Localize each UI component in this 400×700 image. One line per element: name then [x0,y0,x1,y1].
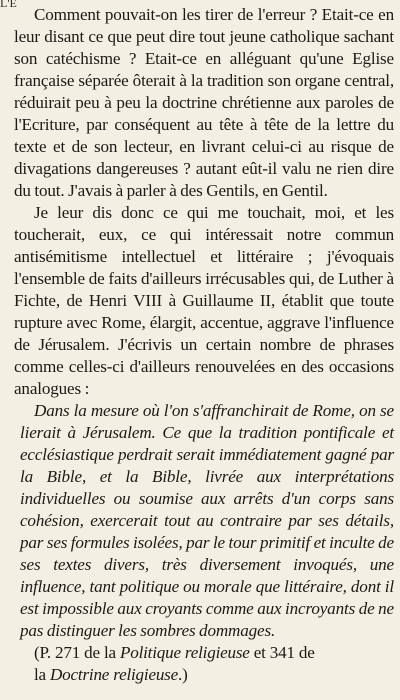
source-suffix: .) [178,665,188,684]
paragraph-2: Je leur dis donc ce qui me touchait, moi, et les toucherait, eux, ce qui intéressait notre commun antisémitisme intellectuel et littéraire ; j'évoquais l'ensemble de faits d'ailleurs irrécusables qui, de Luther à Fichte, de Henri VIII à Guillaume II, établit que toute rupture avec Rome, élargit, accentue, aggrave l'influence de Jérusalem. J'écrivis un certain nombre de phrases comme celles-ci d'ailleurs renouvelées en des occasions analogues : [14,203,394,398]
quotation: Dans la mesure où l'on s'affranchirait de Rome, on se lierait à Jérusalem. Ce que la tradition pontificale et ecclésiastique perdrait serait immédiatement gagné par la Bible, et la Bible, livrée aux interprétations individuelles ou soumise aux arrêts d'un corps sans cohésion, exercerait tout au contraire par ses détails, par ses formules isolées, par le tour primitif et inculte de ses textes divers, très diversement invoqués, une influence, tant politique ou morale que littéraire, dont il est impossible aux croyants comme aux incroyants de ne pas distinguer les sombres dommages. [20,401,394,640]
source-reference [14,642,394,686]
source-title-politique: Politique religieuse [119,643,250,662]
source-prefix: (P. 271 de la [34,643,120,662]
paragraph-1: Comment pouvait-on les tirer de l'erreur ? Etait-ce en leur disant ce que peut dire tout jeune catholique sachant son catéchisme ? Etait-ce en alléguant qu'une Eglise française séparée ôterait à la tradition son organe central, réduirait peu à peu la doctrine chrétienne aux paroles de l'Ecriture, par conséquent au tête à tête de la lettre du texte et de son lecteur, en livrant celui-ci au risque de divagations dangereuses ? autant eût-il valu ne rien dire du tout. J'avais à parler à des Gentils, en Gentil. [14,5,394,200]
source-line-2-prefix: la [34,665,51,684]
cropped-previous-line: L'E [0,0,17,7]
source-title-doctrine: Doctrine religieuse [50,665,179,684]
source-mid: et 341 de [249,643,315,662]
